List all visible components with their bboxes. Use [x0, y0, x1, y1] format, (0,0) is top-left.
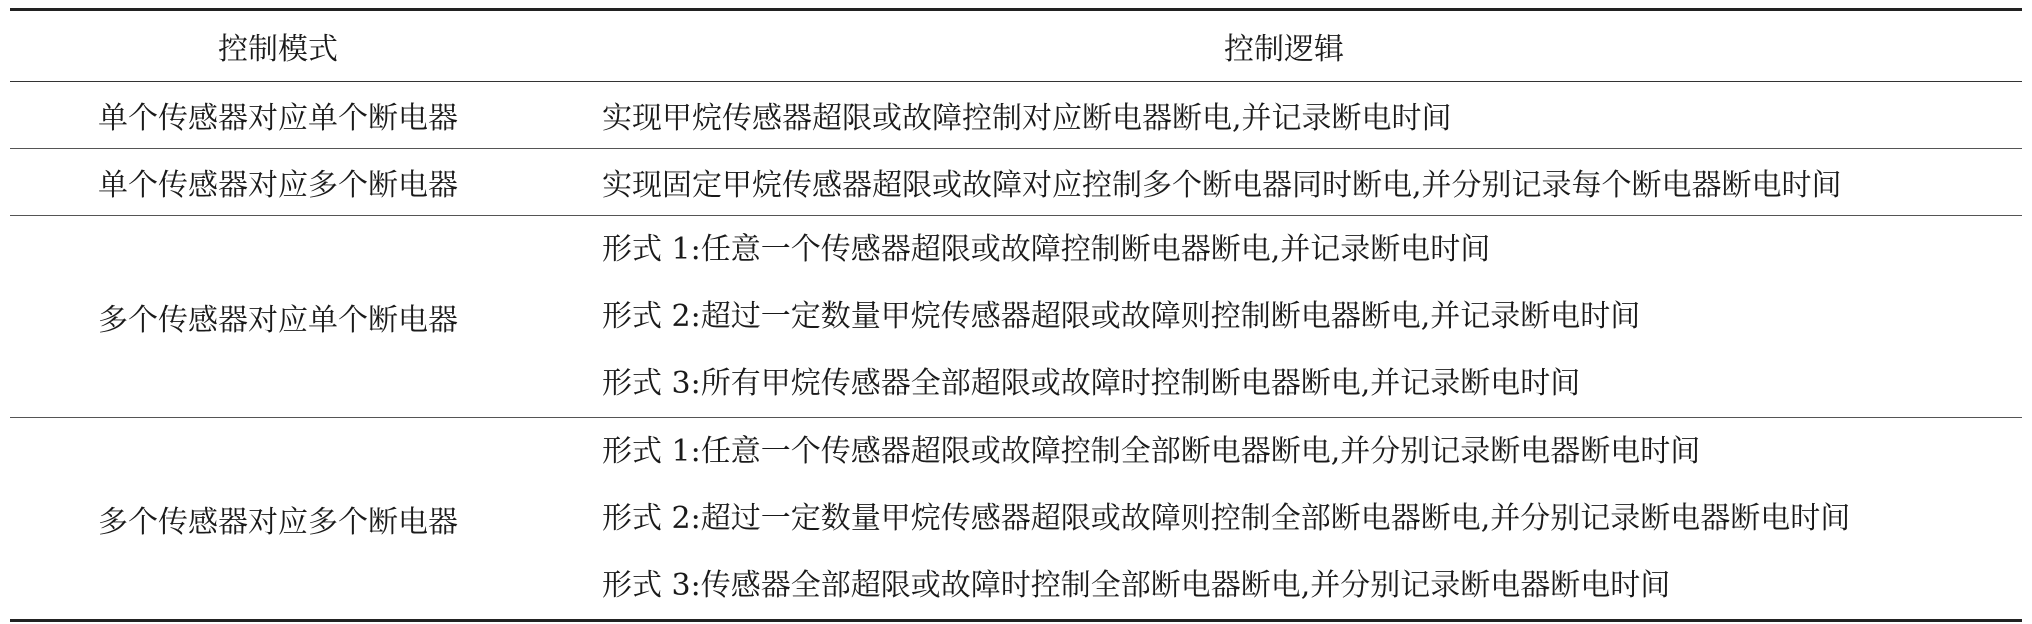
table-row	[10, 216, 2022, 418]
logic-line: 形式 1:任意一个传感器超限或故障控制断电器断电,并记录断电时间	[602, 232, 1491, 267]
table-row	[10, 149, 2022, 216]
logic-cell	[546, 216, 2022, 418]
logic-line: 形式 2:超过一定数量甲烷传感器超限或故障则控制断电器断电,并记录断电时间	[602, 299, 1641, 334]
logic-line: 形式 2:超过一定数量甲烷传感器超限或故障则控制全部断电器断电,并分别记录断电器断电时间	[602, 501, 1851, 536]
table-header	[10, 10, 2022, 82]
table-body	[10, 82, 2022, 621]
header-control-logic: 控制逻辑	[1224, 32, 1344, 67]
mode-cell: 多个传感器对应单个断电器	[98, 302, 458, 338]
table-row	[10, 82, 2022, 149]
control-logic-table	[10, 8, 2022, 622]
mode-cell: 单个传感器对应多个断电器	[98, 168, 458, 203]
mode-cell: 多个传感器对应多个断电器	[98, 504, 458, 540]
header-row	[10, 10, 2022, 82]
header-control-mode: 控制模式	[218, 32, 338, 67]
logic-cell	[546, 418, 2022, 621]
logic-line: 形式 3:所有甲烷传感器全部超限或故障时控制断电器断电,并记录断电时间	[602, 366, 1581, 401]
logic-cell: 实现固定甲烷传感器超限或故障对应控制多个断电器同时断电,并分别记录每个断电器断电时间	[602, 168, 1842, 203]
table-row	[10, 418, 2022, 621]
logic-line: 形式 1:任意一个传感器超限或故障控制全部断电器断电,并分别记录断电器断电时间	[602, 434, 1701, 469]
logic-line: 形式 3:传感器全部超限或故障时控制全部断电器断电,并分别记录断电器断电时间	[602, 568, 1671, 603]
table	[10, 8, 2022, 622]
logic-cell: 实现甲烷传感器超限或故障控制对应断电器断电,并记录断电时间	[602, 101, 1452, 136]
mode-cell: 单个传感器对应单个断电器	[98, 101, 458, 136]
